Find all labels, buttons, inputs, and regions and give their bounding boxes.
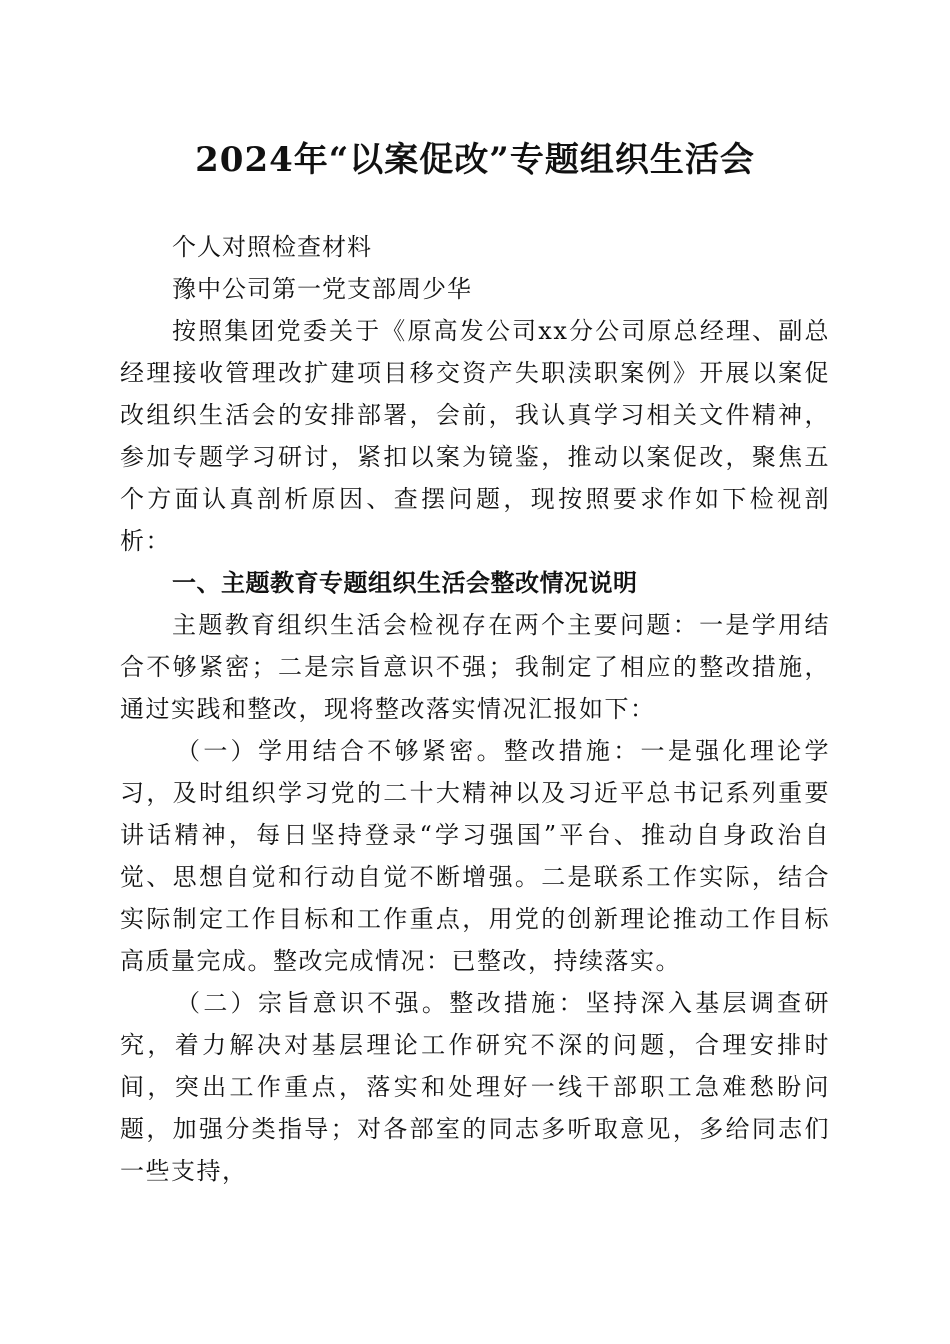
document-body xyxy=(120,226,830,1192)
intro-paragraph: 按照集团党委关于《原高发公司xx分公司原总经理、副总经理接收管理改扩建项目移交资产失职渎职案例》开展以案促改组织生活会的安排部署，会前，我认真学习相关文件精神，参加专题学习研讨，紧扣以案为镜鉴，推动以案促改，聚焦五个方面认真剖析原因、查摆问题，现按照要求作如下检视剖析： xyxy=(120,317,830,555)
section-1-intro-paragraph: 主题教育组织生活会检视存在两个主要问题：一是学用结合不够紧密；二是宗旨意识不强；我制定了相应的整改措施，通过实践和整改，现将整改落实情况汇报如下： xyxy=(120,611,830,723)
section-heading-1: 一、主题教育专题组织生活会整改情况说明 xyxy=(172,569,638,597)
item-2-paragraph: （二）宗旨意识不强。整改措施：坚持深入基层调查研究，着力解决对基层理论工作研究不深的问题，合理安排时间，突出工作重点，落实和处理好一线干部职工急难愁盼问题，加强分类指导；对各部室的同志多听取意见，多给同志们一些支持， xyxy=(120,989,830,1185)
author-line: 豫中公司第一党支部周少华 xyxy=(172,275,472,303)
document-title: 2024年“以案促改”专题组织生活会 xyxy=(195,140,755,180)
document-subtitle: 个人对照检查材料 xyxy=(172,233,372,261)
item-1-paragraph: （一）学用结合不够紧密。整改措施：一是强化理论学习，及时组织学习党的二十大精神以及习近平总书记系列重要讲话精神，每日坚持登录“学习强国”平台、推动自身政治自觉、思想自觉和行动自觉不断增强。二是联系工作实际，结合实际制定工作目标和工作重点，用党的创新理论推动工作目标高质量完成。整改完成情况：已整改，持续落实。 xyxy=(120,737,830,975)
